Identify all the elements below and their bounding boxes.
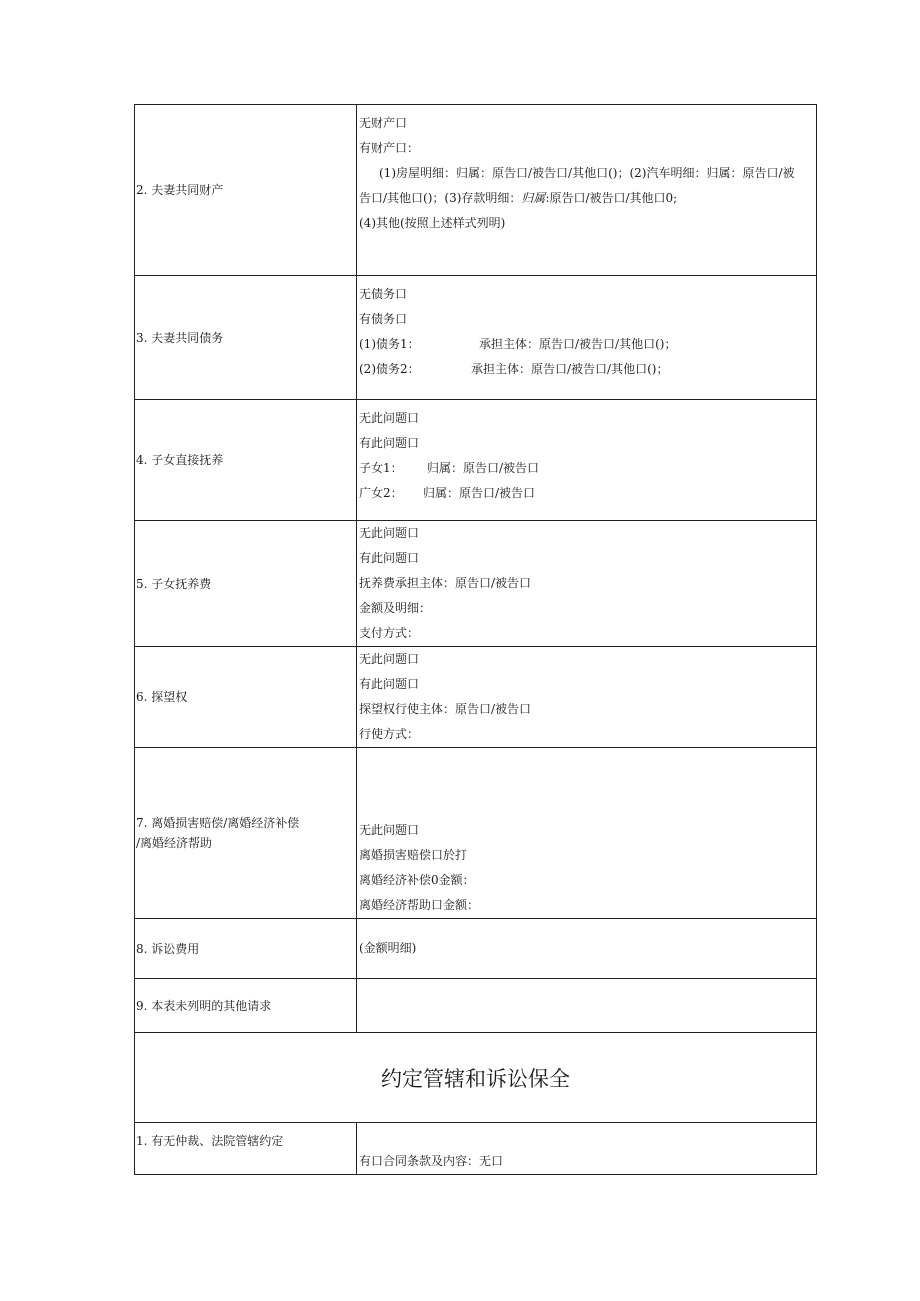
row-content-joint-property bbox=[357, 105, 817, 276]
has-issue-option[interactable]: 有此问题口 bbox=[359, 677, 420, 691]
debt-1-line: (1)债务1： 承担主体：原告口/被告口/其他口()； bbox=[359, 337, 677, 351]
table-row bbox=[135, 919, 817, 979]
table-row bbox=[135, 647, 817, 748]
has-property-option[interactable]: 有财产口： bbox=[359, 141, 420, 155]
row-label-child-custody: 4. 子女直接抚养 bbox=[135, 400, 357, 521]
visitation-method-line: 行使方式： bbox=[359, 727, 420, 741]
row-content-divorce-compensation bbox=[357, 748, 817, 919]
support-amount-line: 金额及明细： bbox=[359, 601, 432, 615]
costs-detail[interactable]: (金额明细) bbox=[359, 941, 417, 955]
row-label-visitation: 6. 探望权 bbox=[135, 647, 357, 748]
visitation-subject-line: 探望权行使主体：原告口/被告口 bbox=[359, 702, 532, 716]
debt-2-line: (2)债务2： 承担主体：原告口/被告口/其他口()； bbox=[359, 362, 669, 376]
row-label-jurisdiction-agreement: 1. 有无仲裁、法院管辖约定 bbox=[135, 1123, 357, 1175]
table-row bbox=[135, 521, 817, 647]
no-issue-option[interactable]: 无此问题口 bbox=[359, 823, 420, 837]
child-2-line: 广女2： 归属：原告口/被告口 bbox=[359, 486, 536, 500]
table-row bbox=[135, 105, 817, 276]
property-detail-line: (1)房屋明细：归属：原告口/被告口/其他口()；(2)汽车明细：归属：原告口/被 bbox=[379, 166, 795, 180]
section-row bbox=[135, 1033, 817, 1123]
property-detail-line: 告口/其他口()；(3)存款明细：归属:原告口/被告口/其他口0; bbox=[359, 191, 678, 205]
no-property-option[interactable]: 无财产口 bbox=[359, 116, 408, 130]
table-row bbox=[135, 979, 817, 1033]
row-label-litigation-costs: 8. 诉讼费用 bbox=[135, 919, 357, 979]
support-method-line: 支付方式： bbox=[359, 626, 420, 640]
row-label-joint-debt: 3. 夫妻共同债务 bbox=[135, 276, 357, 400]
damage-compensation-option[interactable]: 离婚损害赔偿口於打 bbox=[359, 848, 468, 862]
no-issue-option[interactable]: 无此问题口 bbox=[359, 526, 420, 540]
contract-clause-option[interactable]: 有口合同条款及内容：无口 bbox=[359, 1154, 504, 1168]
row-content-joint-debt bbox=[357, 276, 817, 400]
row-label-other-requests: 9. 本表未列明的其他请求 bbox=[135, 979, 357, 1033]
row-label-child-support: 5. 子女抚养费 bbox=[135, 521, 357, 647]
support-payer-line: 抚养费承担主体：原告口/被告口 bbox=[359, 576, 532, 590]
row-content-child-support bbox=[357, 521, 817, 647]
claims-form bbox=[134, 104, 817, 1175]
claims-table bbox=[134, 104, 817, 1175]
row-label-joint-property: 2. 夫妻共同财产 bbox=[135, 105, 357, 276]
no-issue-option[interactable]: 无此问题口 bbox=[359, 652, 420, 666]
child-1-line: 子女1： 归属：原告口/被告口 bbox=[359, 461, 540, 475]
table-row bbox=[135, 276, 817, 400]
row-content-visitation bbox=[357, 647, 817, 748]
no-issue-option[interactable]: 无此问题口 bbox=[359, 411, 420, 425]
row-label-divorce-compensation: 7. 离婚损害赔偿/离婚经济补偿 /离婚经济帮助 bbox=[135, 748, 357, 919]
table-row bbox=[135, 748, 817, 919]
has-issue-option[interactable]: 有此问题口 bbox=[359, 436, 420, 450]
table-row bbox=[135, 400, 817, 521]
no-debt-option[interactable]: 无债务口 bbox=[359, 287, 408, 301]
table-row bbox=[135, 1123, 817, 1175]
property-other-line: (4)其他(按照上述样式列明) bbox=[359, 216, 506, 230]
has-debt-option[interactable]: 有债务口 bbox=[359, 312, 408, 326]
row-content-litigation-costs bbox=[357, 919, 817, 979]
economic-compensation-option[interactable]: 离婚经济补偿0金额： bbox=[359, 873, 475, 887]
row-content-jurisdiction-agreement bbox=[357, 1123, 817, 1175]
section-title: 约定管辖和诉讼保全 bbox=[135, 1033, 817, 1123]
row-content-other-requests[interactable] bbox=[357, 979, 817, 1033]
row-content-child-custody bbox=[357, 400, 817, 521]
economic-assistance-option[interactable]: 离婚经济帮助口金额： bbox=[359, 898, 480, 912]
has-issue-option[interactable]: 有此问题口 bbox=[359, 551, 420, 565]
